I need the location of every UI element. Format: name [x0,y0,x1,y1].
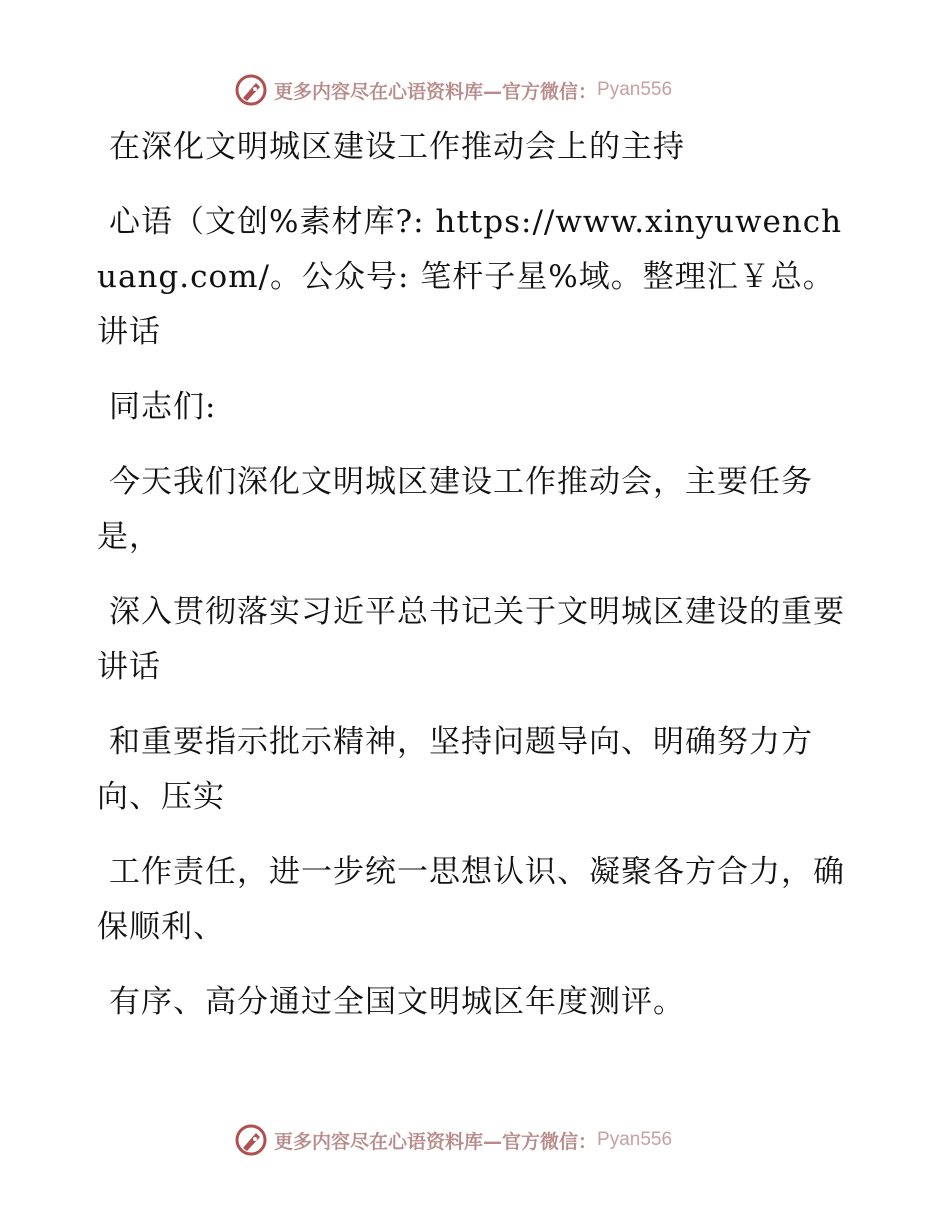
header-watermark [234,70,754,110]
watermark-text: 更多内容尽在心语资料库—官方微信： [274,80,598,103]
footer-watermark [234,1120,754,1160]
paragraph-body-5: 有序、高分通过全国文明城区年度测评。 [109,984,685,1020]
watermark-text: 更多内容尽在心语资料库—官方微信： [274,1130,598,1153]
paragraph-body-4: 工作责任，进一步统一思想认识、凝聚各方合力，确保顺利、 [97,854,845,945]
watermark-wechat-id: Pyan556 [597,79,673,100]
paragraph-title: 在深化文明城区建设工作推动会上的主持 [109,129,685,165]
pen-logo-icon [234,1123,268,1157]
paragraph-source-note: 心语（文创%素材库?: https://www.xinyuwenchuang.com/。公众号: 笔杆子星%域。整理汇￥总。讲话 [97,204,843,350]
paragraph-salutation: 同志们: [109,389,217,425]
document-body [97,120,857,1050]
pen-logo-icon [234,73,268,107]
watermark-wechat-id: Pyan556 [597,1129,673,1150]
paragraph-body-3: 和重要指示批示精神，坚持问题导向、明确努力方向、压实 [97,724,813,815]
paragraph-body-2: 深入贯彻落实习近平总书记关于文明城区建设的重要讲话 [97,594,845,685]
paragraph-body-1: 今天我们深化文明城区建设工作推动会，主要任务是， [97,464,813,555]
